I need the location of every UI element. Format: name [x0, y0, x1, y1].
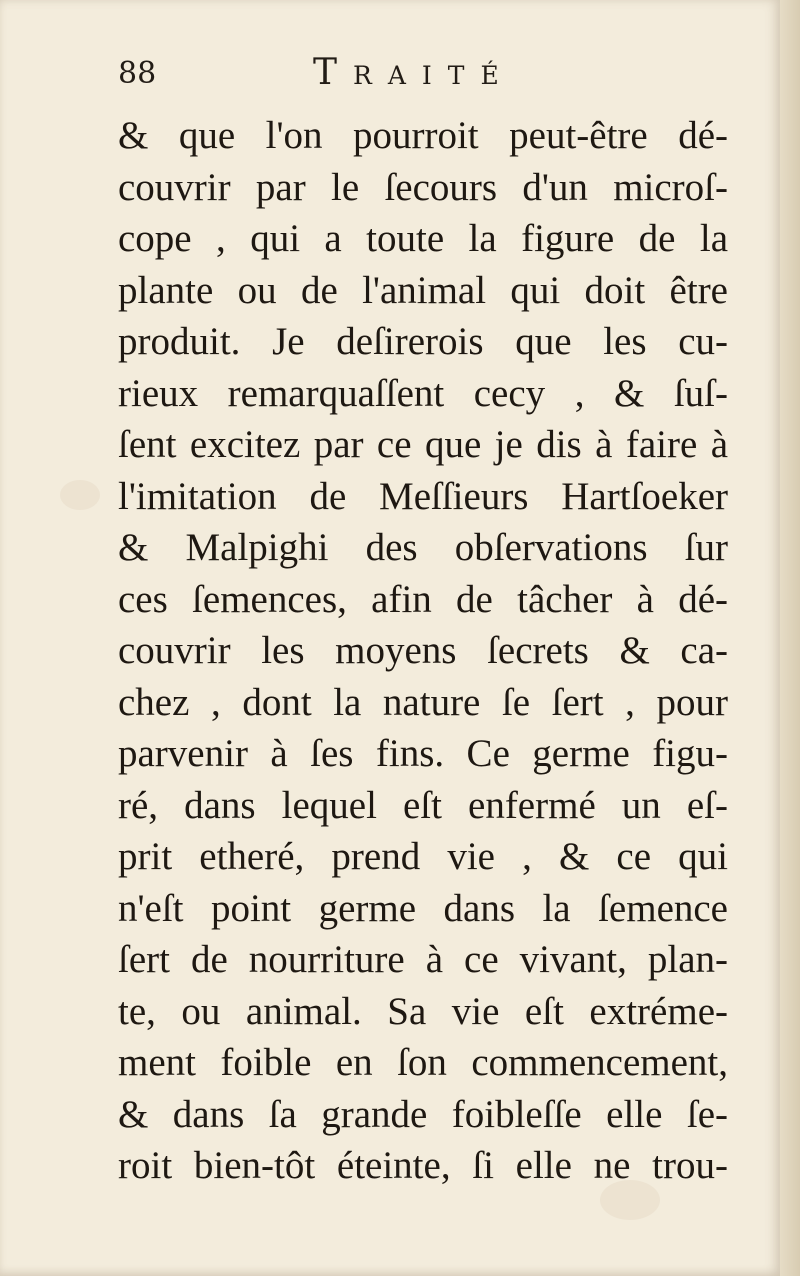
text-line: rieux remarquaſſent cecy , & ſuſ-	[118, 371, 728, 415]
text-line: roit bien-tôt éteinte, ſi elle ne trou-	[118, 1144, 728, 1187]
page-header	[118, 52, 738, 100]
text-line: chez , dont la nature ſe ſert , pour	[118, 680, 728, 724]
running-head: Traité	[313, 52, 515, 93]
text-line: & dans ſa grande foibleſſe elle ſe-	[118, 1092, 728, 1136]
text-line: te, ou animal. Sa vie eſt extréme-	[118, 989, 728, 1033]
page-edge	[780, 0, 800, 1276]
text-line: prit etheré, prend vie , & ce qui	[118, 835, 728, 878]
text-line: produit. Je deſirerois que les cu-	[118, 320, 728, 363]
text-line: ſert de nourriture à ce vivant, plan-	[118, 938, 728, 981]
text-body	[118, 110, 728, 1192]
page-number: 88	[118, 56, 157, 91]
text-line: & que l'on pourroit peut-être dé-	[118, 114, 728, 157]
text-line: ces ſemences, afin de tâcher à dé-	[118, 577, 728, 621]
text-line: cope , qui a toute la figure de la	[118, 217, 728, 260]
text-line: couvrir les moyens ſecrets & ca-	[118, 629, 728, 672]
text-line: ſent excitez par ce que je dis à faire à	[118, 423, 728, 466]
text-line: parvenir à ſes fins. Ce germe figu-	[118, 732, 728, 775]
text-line: plante ou de l'animal qui doit être	[118, 268, 728, 312]
text-line: & Malpighi des obſervations ſur	[118, 526, 728, 569]
text-line: couvrir par le ſecours d'un microſ-	[118, 165, 728, 209]
paper-stain	[60, 480, 100, 510]
text-line: n'eſt point germe dans la ſemence	[118, 886, 728, 930]
text-line: ré, dans lequel eſt enfermé un eſ-	[118, 783, 728, 827]
text-line: l'imitation de Meſſieurs Hartſoeker	[118, 474, 728, 518]
text-line: ment foible en ſon commencement,	[118, 1041, 728, 1084]
